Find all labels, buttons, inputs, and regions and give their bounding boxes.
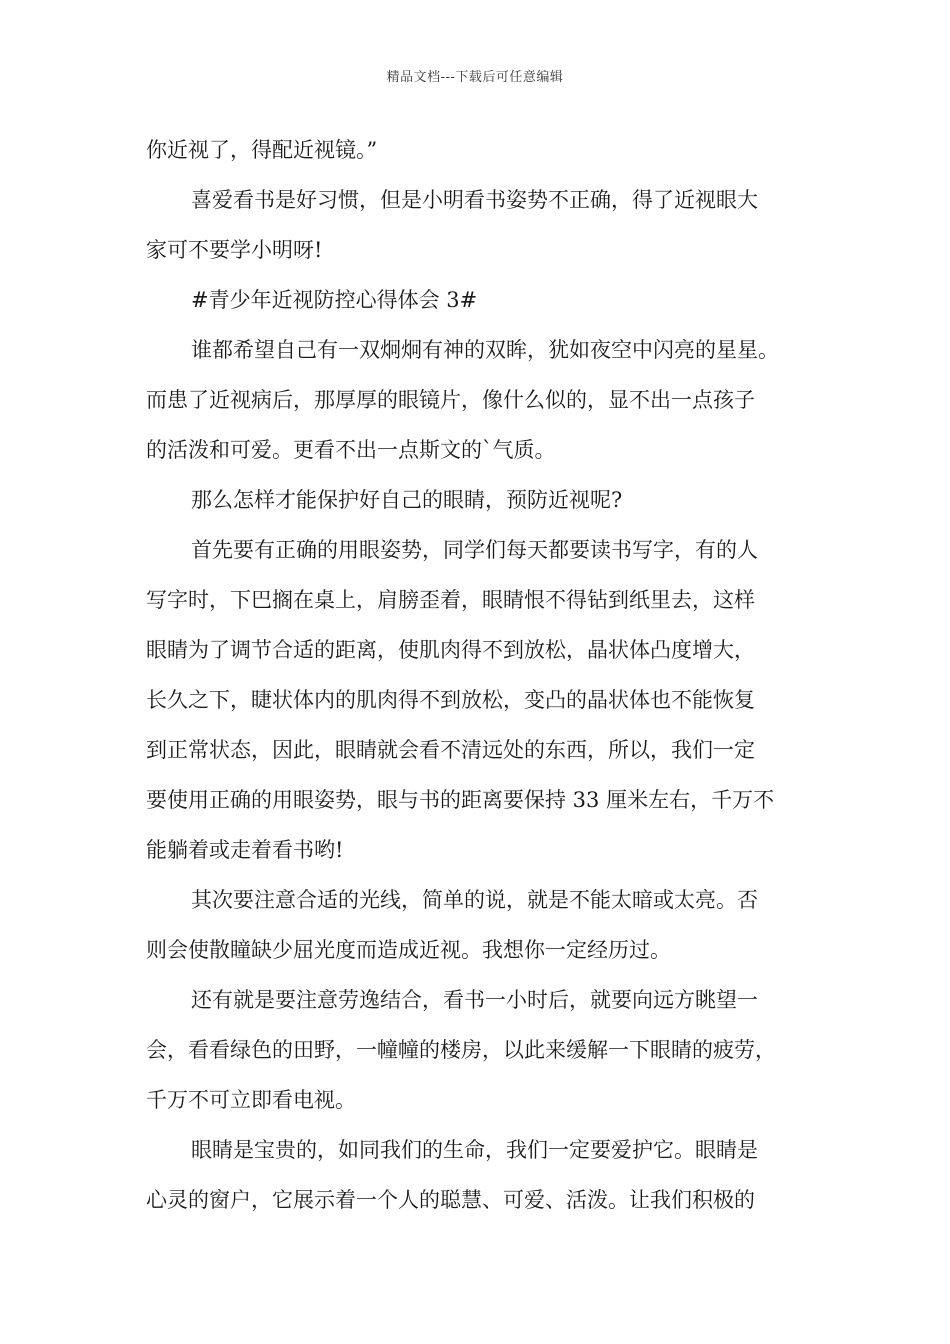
- text-line: 长久之下，睫状体内的肌肉得不到放松，变凸的晶状体也不能恢复: [146, 688, 755, 712]
- text-line: 喜爱看书是好习惯，但是小明看书姿势不正确，得了近视眼大: [191, 188, 758, 212]
- text-line: 则会使散瞳缺少屈光度而造成近视。我想你一定经历过。: [146, 938, 671, 962]
- text-line: 家可不要学小明呀!: [146, 238, 323, 262]
- text-line: 眼睛为了调节合适的距离，使肌肉得不到放松，晶状体凸度增大，: [146, 638, 755, 662]
- section-heading: #青少年近视防控心得体会 3#: [191, 288, 478, 312]
- text-line: 你近视了，得配近视镜。”: [146, 138, 378, 162]
- text-line: 千万不可立即看电视。: [146, 1088, 356, 1112]
- text-line: 而患了近视病后，那厚厚的眼镜片，像什么似的，显不出一点孩子: [146, 388, 755, 412]
- text-line: 还有就是要注意劳逸结合，看书一小时后，就要向远方眺望一: [191, 988, 758, 1012]
- text-line: 首先要有正确的用眼姿势，同学们每天都要读书写字，有的人: [191, 538, 758, 562]
- text-line: 心灵的窗户，它展示着一个人的聪慧、可爱、活泼。让我们积极的: [146, 1188, 755, 1212]
- text-line: 能躺着或走着看书哟!: [146, 838, 344, 862]
- text-line: 要使用正确的用眼姿势，眼与书的距离要保持 33 厘米左右，千万不: [146, 788, 775, 812]
- text-line: 其次要注意合适的光线，简单的说，就是不能太暗或太亮。否: [191, 888, 758, 912]
- document-body: [146, 125, 811, 1225]
- text-line: 写字时，下巴搁在桌上，肩膀歪着，眼睛恨不得钻到纸里去，这样: [146, 588, 755, 612]
- text-line: 到正常状态，因此，眼睛就会看不清远处的东西，所以，我们一定: [146, 738, 755, 762]
- text-line: 谁都希望自己有一双炯炯有神的双眸，犹如夜空中闪亮的星星。: [191, 338, 779, 362]
- page-header: 精品文档---下载后可任意编辑: [386, 70, 564, 85]
- text-line: 那么怎样才能保护好自己的眼睛，预防近视呢?: [191, 488, 623, 512]
- text-line: 会，看看绿色的田野，一幢幢的楼房，以此来缓解一下眼睛的疲劳，: [146, 1038, 776, 1062]
- text-line: 眼睛是宝贵的，如同我们的生命，我们一定要爱护它。眼睛是: [191, 1138, 758, 1162]
- text-line: 的活泼和可爱。更看不出一点斯文的`气质。: [146, 438, 556, 462]
